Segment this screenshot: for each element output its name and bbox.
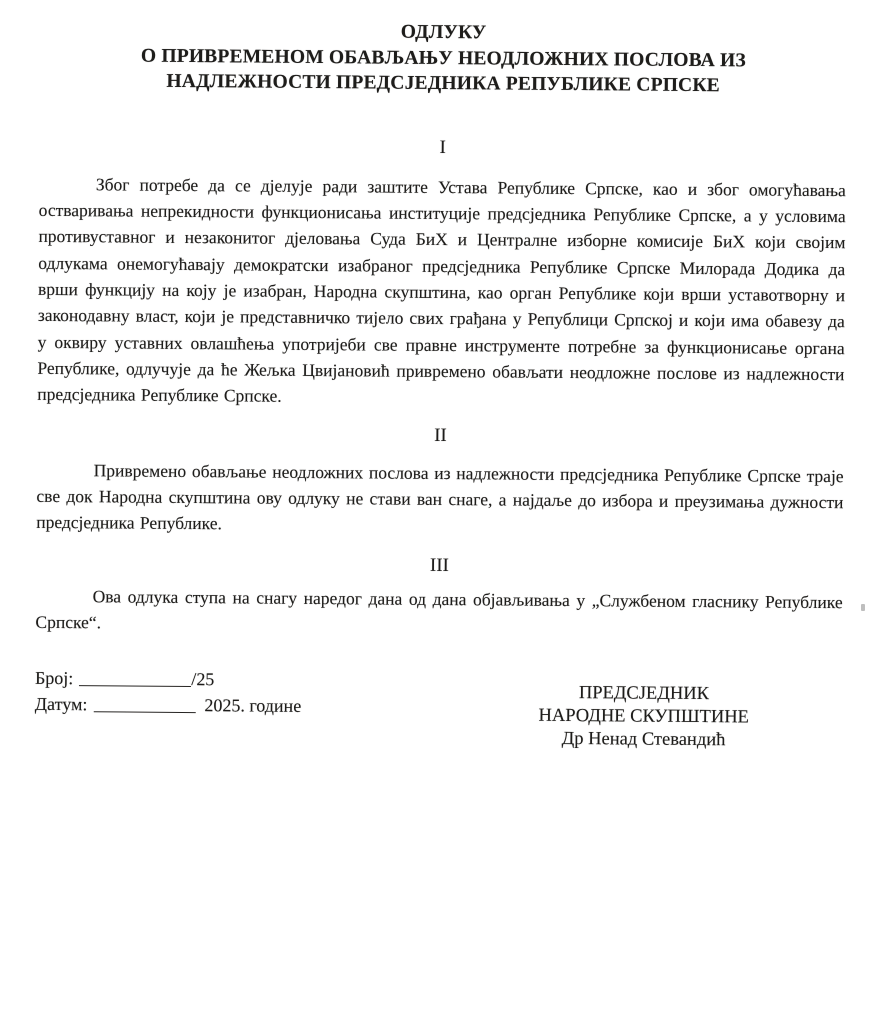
date-line xyxy=(35,691,302,719)
section-number-3: III xyxy=(429,554,449,576)
signature-name-line: Др Ненад Стевандић xyxy=(561,729,726,751)
number-line xyxy=(35,665,302,693)
section-number-2: II xyxy=(434,424,447,446)
number-date-block xyxy=(34,665,301,749)
scan-artifact-speck xyxy=(861,604,865,611)
section-1-paragraph: Због потребе да се дјелује ради заштите Устава Републике Српске, као и због омогућавања остваривања непрекидности функционисања институције предсједника Републике Српске, а у условима противуставног и незаконитог дјеловања Суда БиХ и Централне изборне комисије БиХ који својим одлукама онемогућавају демократски изабраног предсједника Републике Српске Милорада Додика да врши функцију на коју је изабран, Народна скупштина, као орган Републике који врши уставотворну и законодавну власт, који је представничко тијело свих грађана у Републици Српској и који има обавезу да у оквиру уставних овлашћења употријеби све правне инструменте потребне за функционисање органа Републике, одлучује да ће Жељка Цвијановић привремено обављати неодложне послове из надлежности предсједника Републике Српске. xyxy=(37,173,846,406)
date-suffix: 2025. године xyxy=(204,695,302,717)
signature-institution-line: НАРОДНЕ СКУПШТИНЕ xyxy=(538,706,749,728)
date-blank-line xyxy=(93,695,195,713)
title-line-3: НАДЛЕЖНОСТИ ПРЕДСЈЕДНИКА РЕПУБЛИКЕ СРПСКЕ xyxy=(166,70,721,97)
signature-block xyxy=(527,682,760,753)
section-3-paragraph: Ова одлука ступа на снагу наредог дана од дана објављивања у „Службеном гласнику Републике Српске“. xyxy=(35,585,843,633)
section-number-1: I xyxy=(439,136,446,158)
document-title xyxy=(40,17,848,100)
title-line-1: ОДЛУКУ xyxy=(400,21,487,44)
date-label: Датум: xyxy=(34,694,88,715)
signature-title-line: ПРЕДСЈЕДНИК xyxy=(578,683,710,705)
number-blank-line xyxy=(79,669,191,687)
number-label: Број: xyxy=(34,668,74,689)
title-line-2: О ПРИВРЕМЕНОМ ОБАВЉАЊУ НЕОДЛОЖНИХ ПОСЛОВА ИЗ xyxy=(140,45,746,71)
document-footer xyxy=(34,665,842,753)
number-suffix: /25 xyxy=(191,669,215,690)
section-2-paragraph: Привремено обављање неодложних послова из надлежности предсједника Републике Српске траје све док Народна скупштина ову одлуку не стави ван снаге, а најдаље до избора и преузимања дужности предсједника Републике. xyxy=(36,459,844,534)
